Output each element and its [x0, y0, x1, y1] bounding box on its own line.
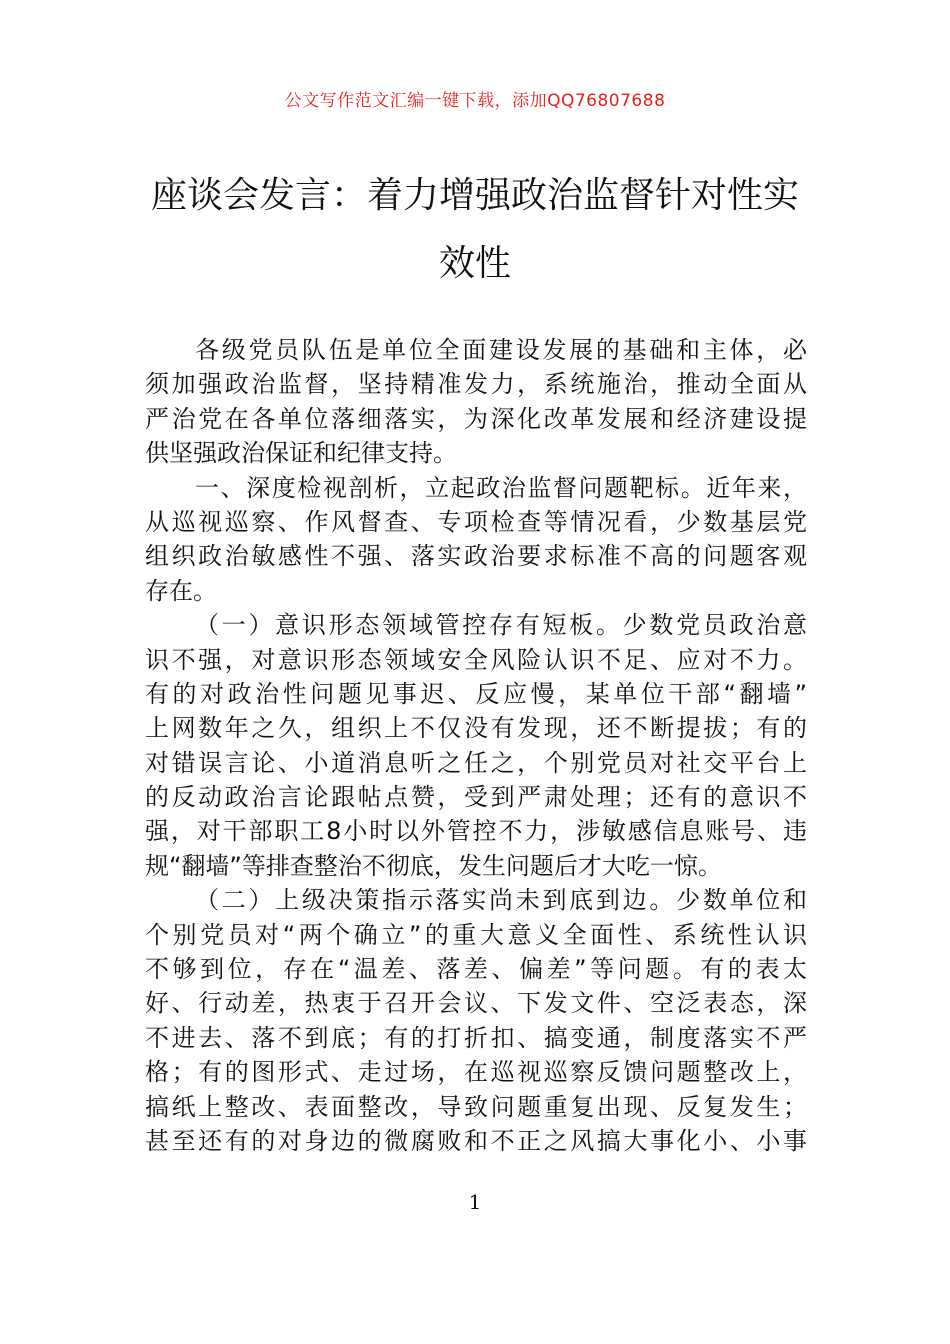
text-line: 供坚强政治保证和纪律支持。: [145, 439, 457, 468]
download-promo-note: 公文写作范文汇编一键下载，添加QQ76807688: [284, 91, 666, 111]
text-line: 一、深度检视剖析，立起政治监督问题靶标。近年来，: [195, 473, 807, 502]
text-line: 识不强，对意识形态领域安全风险认识不足、应对不力。: [145, 645, 807, 674]
text-line: （二）上级决策指示落实尚未到底到边。少数单位和: [195, 886, 807, 915]
document-title-line-2: 效性: [438, 243, 511, 284]
text-line: 格；有的图形式、走过场，在巡视巡察反馈问题整改上，: [145, 1058, 807, 1087]
text-line: 不够到位，存在“温差、落差、偏差”等问题。有的表太: [145, 955, 807, 984]
text-line: 搞纸上整改、表面整改，导致问题重复出现、反复发生；: [145, 1092, 807, 1121]
text-line: 严治党在各单位落细落实，为深化改革发展和经济建设提: [145, 404, 807, 433]
text-line: （一）意识形态领域管控存有短板。少数党员政治意: [195, 611, 807, 640]
text-line: 各级党员队伍是单位全面建设发展的基础和主体，必: [195, 336, 807, 364]
text-line: 从巡视巡察、作风督查、专项检查等情况看，少数基层党: [145, 507, 807, 536]
text-line: 的反动政治言论跟帖点赞，受到严肃处理；还有的意识不: [145, 783, 807, 812]
paragraph-intro: [145, 333, 807, 471]
text-line: 存在。: [145, 576, 217, 605]
text-line: 甚至还有的对身边的微腐败和不正之风搞大事化小、小事: [145, 1126, 807, 1155]
text-line: 好、行动差，热衷于召开会议、下发文件、空泛表态，深: [145, 989, 807, 1018]
text-line: 有的对政治性问题见事迟、反应慢，某单位干部“翻墙”: [145, 679, 807, 708]
text-line: 对错误言论、小道消息听之任之，个别党员对社交平台上: [145, 748, 807, 777]
text-line: 组织政治敏感性不强、落实政治要求标准不高的问题客观: [145, 542, 807, 571]
text-line: 上网数年之久，组织上不仅没有发现，还不断提拔；有的: [145, 714, 807, 743]
paragraph-subsection-one: [145, 608, 807, 883]
document-title-line-1: 座谈会发言：着力增强政治监督针对性实: [150, 175, 799, 216]
text-line: 个别党员对“两个确立”的重大意义全面性、系统性认识: [145, 920, 807, 949]
page-number: 1: [468, 1190, 482, 1214]
text-line: 强，对干部职工8小时以外管控不力，涉敏感信息账号、违: [145, 817, 807, 846]
text-line: 不进去、落不到底；有的打折扣、搞变通，制度落实不严: [145, 1023, 807, 1052]
document-body: [145, 333, 807, 1158]
text-line: 须加强政治监督，坚持精准发力，系统施治，推动全面从: [145, 370, 807, 399]
paragraph-section-one: [145, 471, 807, 609]
text-line: 规“翻墙”等排查整治不彻底，发生问题后才大吃一惊。: [145, 851, 722, 880]
paragraph-subsection-two: [145, 883, 807, 1158]
